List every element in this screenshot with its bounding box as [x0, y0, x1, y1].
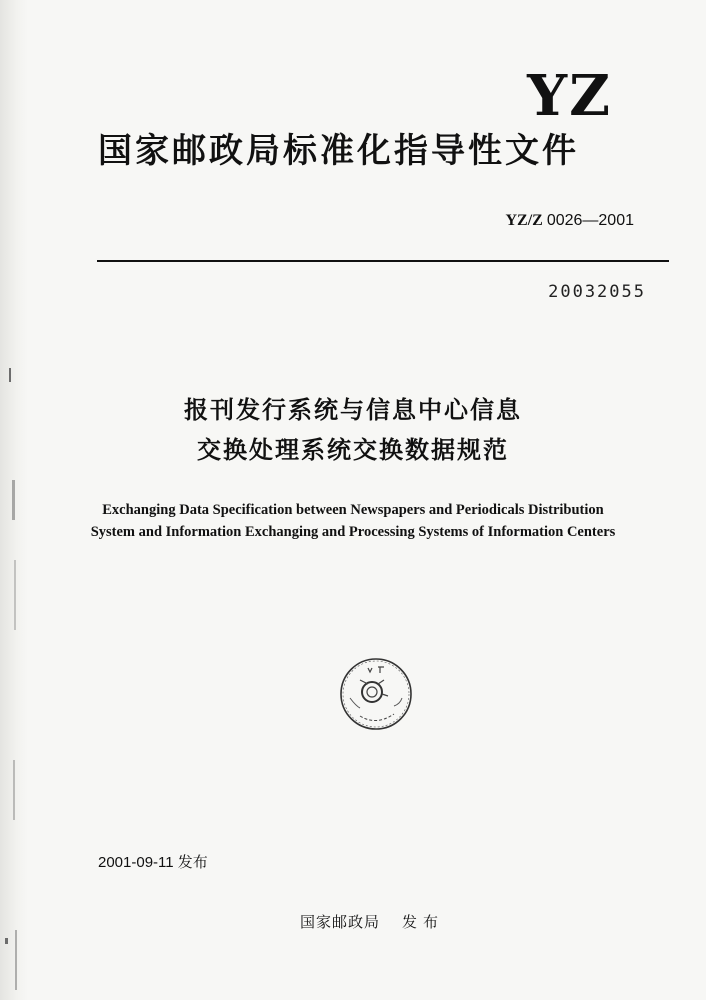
title-cn-line2: 交换处理系统交换数据规范: [197, 436, 509, 464]
publish-action: 发布: [402, 913, 445, 931]
title-cn-line1: 报刊发行系统与信息中心信息: [184, 396, 522, 424]
scan-mark: [5, 938, 8, 944]
publisher-line: [300, 911, 444, 932]
issue-date: 2001-09-11 发布: [98, 854, 208, 871]
library-seal-icon: [338, 656, 414, 732]
scan-mark: [14, 560, 16, 630]
stamp-number: 20032055: [548, 282, 646, 302]
title-en-line1: Exchanging Data Specification between Newspapers and Periodicals Distribution: [102, 502, 604, 518]
scan-mark: [13, 760, 15, 820]
document-number-prefix: YZ/Z: [505, 212, 543, 229]
scan-mark: [15, 930, 17, 990]
title-en-line2: System and Information Exchanging and Processing Systems of Information Centers: [90, 524, 616, 540]
document-number: [505, 212, 634, 230]
publisher-name: 国家邮政局: [300, 913, 381, 931]
document-number-value: 0026—2001: [546, 212, 634, 229]
agency-title: 国家邮政局标准化指导性文件: [98, 131, 579, 171]
scan-mark: [9, 368, 11, 382]
standard-code: YZ: [527, 63, 612, 129]
header-rule: [97, 260, 669, 262]
